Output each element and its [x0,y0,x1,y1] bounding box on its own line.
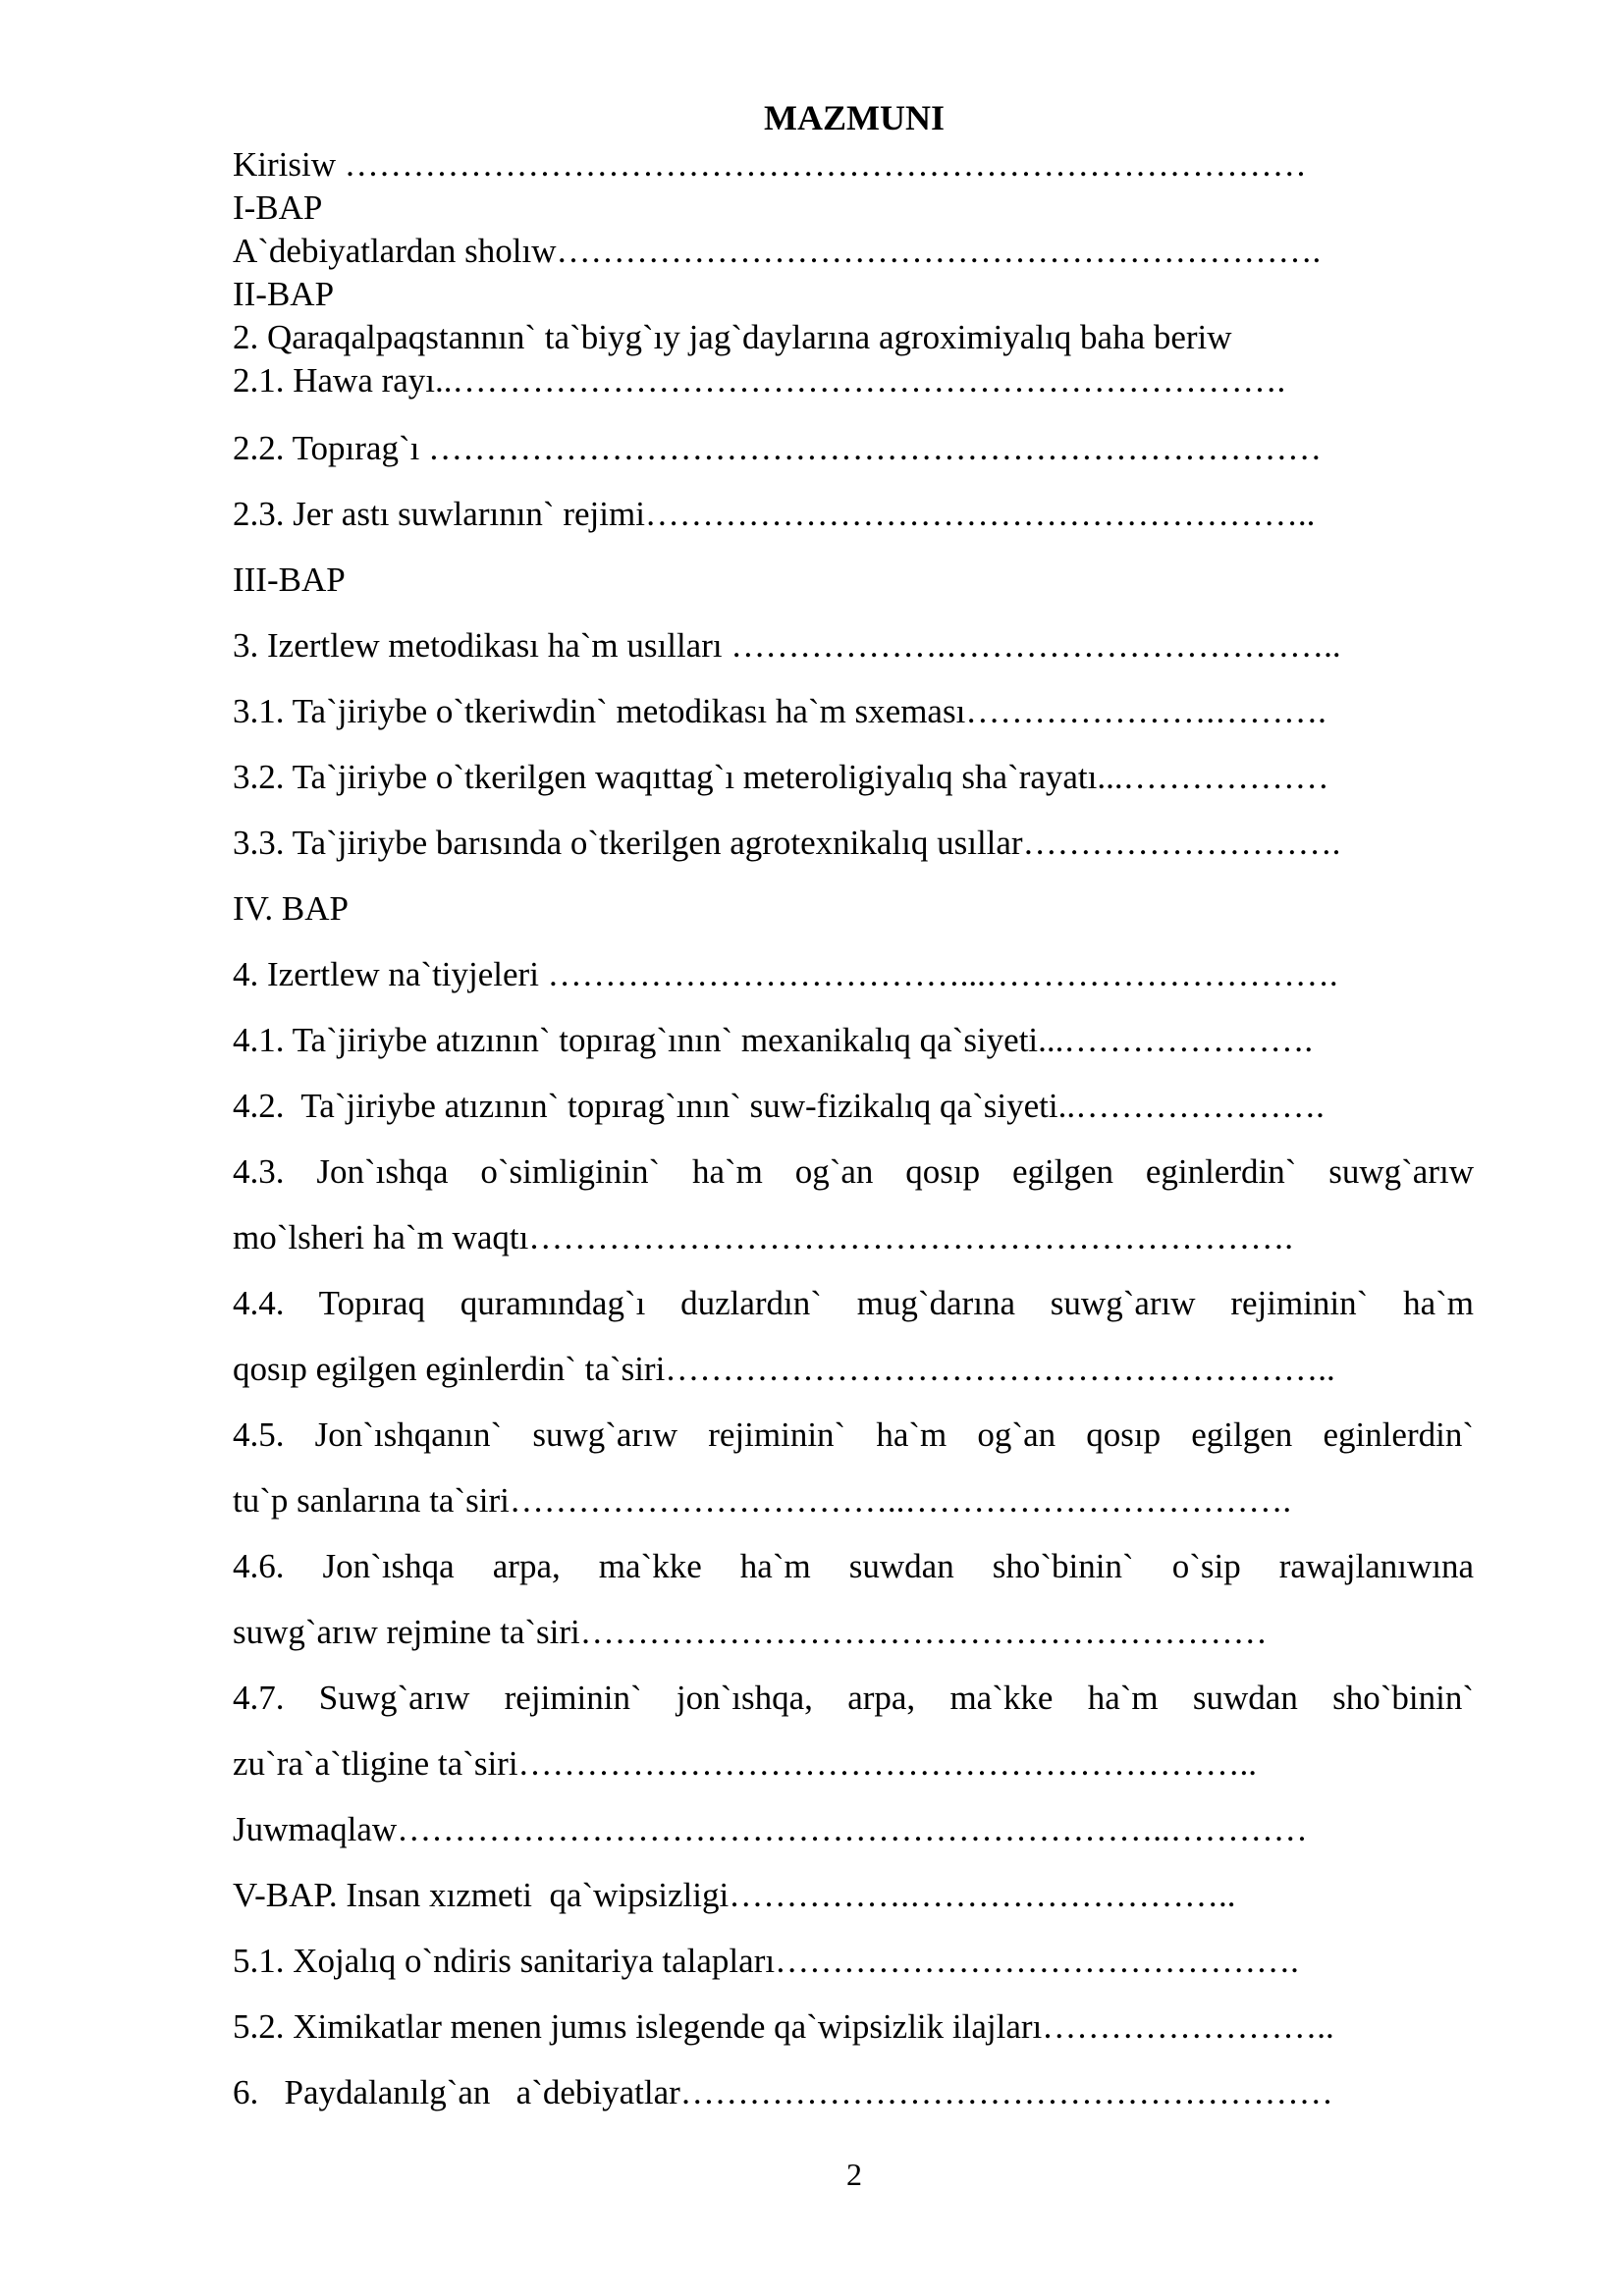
toc-entry-3: 3. Izertlew metodikası ha`m usılları ……………….…………………………….. [233,626,1341,665]
toc-entry-4-4-line-1: 4.4. Topıraq quramındag`ı duzlardın` mug`darına suwg`arıw rejiminin` ha`m [233,1284,1474,1322]
toc-entry-4: 4. Izertlew na`tiyjeleri ………………………………...…………………………. [233,955,1338,993]
toc-entry-4-7-line-1: 4.7. Suwg`arıw rejiminin` jon`ıshqa, arpa, ma`kke ha`m suwdan sho`binin` [233,1679,1474,1717]
toc-entry-5-1: 5.1. Xojalıq o`ndiris sanitariya talapları………………………………………. [233,1942,1299,1980]
toc-entry-4-1: 4.1. Ta`jiriybe atızının` topırag`ının` mexanikalıq qa`siyeti...…………………. [233,1021,1314,1059]
toc-chapter-3: III-BAP [233,561,346,599]
toc-entry-kirisiw: Kirisiw ………………………………………………………………………… [233,145,1307,184]
toc-entry-juwmaqlaw: Juwmaqlaw…………………………………………………………..………… [233,1810,1308,1848]
document-title: MAZMUNI [764,98,945,137]
toc-chapter-4: IV. BAP [233,889,350,928]
toc-entry-4-3-line-2: mo`lsheri ha`m waqtı…………………………………………………………. [233,1218,1294,1256]
toc-chapter-1: I-BAP [233,188,323,227]
toc-entry-4-5-line-1: 4.5. Jon`ıshqanın` suwg`arıw rejiminin` ha`m og`an qosıp egilgen eginlerdin` [233,1415,1474,1454]
toc-entry-2-1: 2.1. Hawa rayı..………………………………………………………………. [233,361,1286,400]
toc-entry-4-4-line-2: qosıp egilgen eginlerdin` ta`siri………………………………………………….. [233,1350,1335,1388]
toc-entry-2-2: 2.2. Topırag`ı …………………………………………………………………… [233,429,1323,467]
toc-entry-4-7-line-2: zu`ra`a`tligine ta`siri……………………………………………………….. [233,1744,1258,1783]
toc-entry-adebiyatlar: A`debiyatlardan sholıw…………………………………………………………. [233,232,1322,270]
toc-entry-3-3: 3.3. Ta`jiriybe barısında o`tkerilgen agrotexnikalıq usıllar………………………. [233,824,1341,862]
page-number: 2 [846,2157,862,2192]
toc-entry-5-2: 5.2. Ximikatlar menen jumıs islegende qa`wipsizlik ilajları…………………….. [233,2007,1334,2046]
toc-entry-4-5-line-2: tu`p sanlarına ta`siri……………………………..……………………………. [233,1481,1292,1520]
toc-entry-2: 2. Qaraqalpaqstannın` ta`biyg`ıy jag`daylarına agroximiyalıq baha beriw [233,318,1232,356]
toc-entry-4-3-line-1: 4.3. Jon`ıshqa o`simliginin` ha`m og`an qosıp egilgen eginlerdin` suwg`arıw [233,1152,1474,1191]
toc-entry-3-1: 3.1. Ta`jiriybe o`tkeriwdin` metodikası ha`m sxeması………………….………. [233,692,1326,730]
toc-entry-3-2: 3.2. Ta`jiriybe o`tkerilgen waqıttag`ı meteroligiyalıq sha`rayatı...……………… [233,758,1329,796]
toc-entry-4-6-line-2: suwg`arıw rejmine ta`siri…………………………………………………… [233,1613,1268,1651]
toc-entry-4-2: 4.2. Ta`jiriybe atızının` topırag`ının` suw-fizikalıq qa`siyeti..…………………. [233,1087,1325,1125]
toc-entry-6: 6. Paydalanılg`an a`debiyatlar………………………………………………… [233,2073,1333,2111]
toc-entry-2-3: 2.3. Jer astı suwlarının` rejimi………………………………………………….. [233,495,1316,533]
toc-chapter-5: V-BAP. Insan xızmeti qa`wipsizligi…………….……………………….. [233,1876,1236,1914]
toc-chapter-2: II-BAP [233,275,335,313]
toc-entry-4-6-line-1: 4.6. Jon`ıshqa arpa, ma`kke ha`m suwdan sho`binin` o`sip rawajlanıwına [233,1547,1474,1585]
